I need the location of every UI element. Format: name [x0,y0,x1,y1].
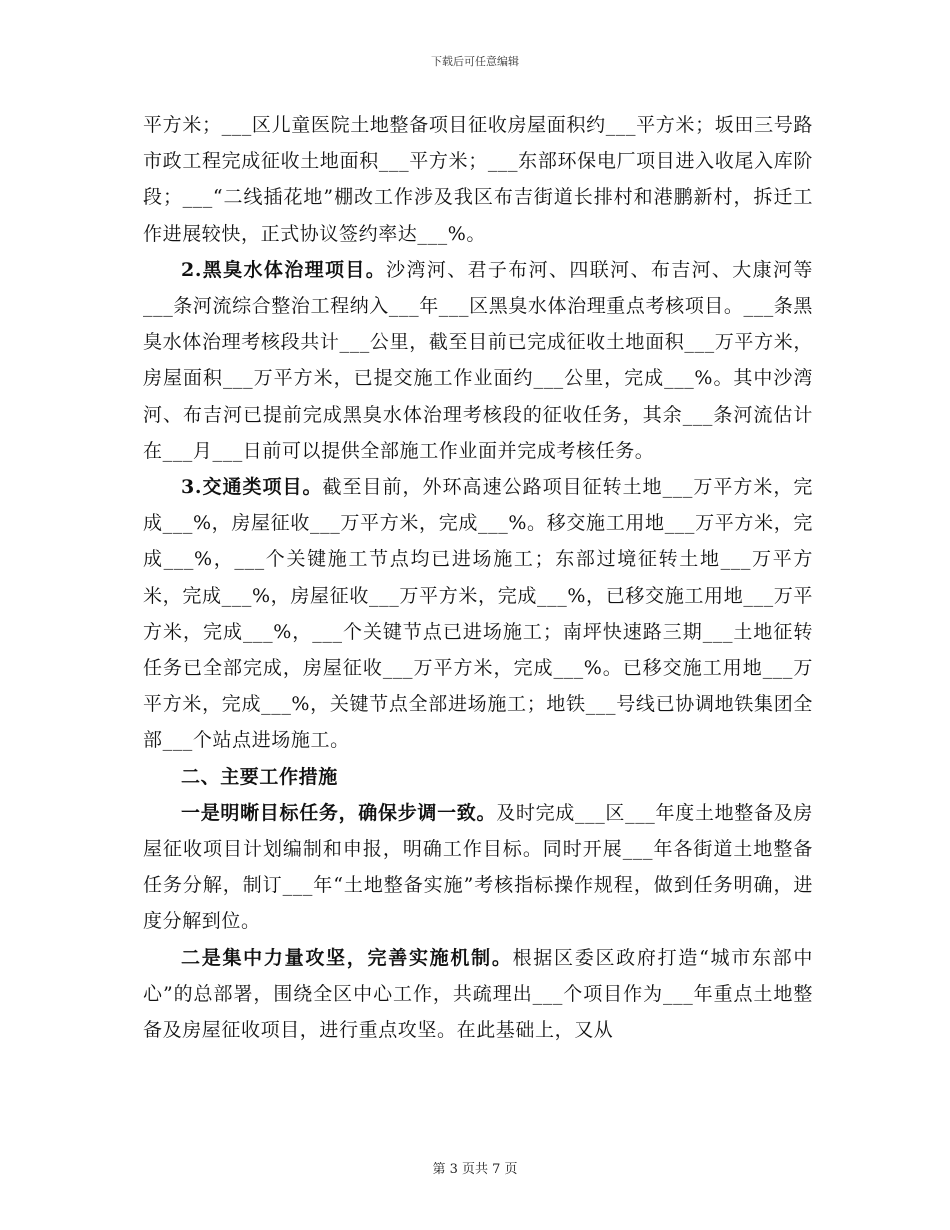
paragraph-measure-2 [143,940,813,1049]
paragraph-measure-1 [143,795,813,940]
paragraph-traffic-project [143,469,813,759]
paragraph-lead: 一是明晰目标任务，确保步调一致。 [181,801,497,824]
paragraph-text: 平方米；___区儿童医院土地整备项目征收房屋面积约___平方米；坂田三号路市政工程完成征收土地面积___平方米；___东部环保电厂项目进入收尾入库阶段；___“二线插花地”棚改工作涉及我区布吉街道长排村和港鹏新村，拆迁工作进展较快，正式协议签约率达___%。 [143,114,813,245]
document-body [143,107,813,1048]
paragraph-text: 截至目前，外环高速公路项目征转土地___万平方米，完成___%，房屋征收___万平方米，完成___%。移交施工用地___万平方米，完成___%，___个关键施工节点均已进场施工；东部过境征转土地___万平方米，完成___%，房屋征收___万平方米，完成___%，已移交施工用地___万平方米，完成___%，___个关键节点已进场施工；南坪快速路三期___土地征转任务已全部完成，房屋征收___万平方米，完成___%。已移交施工用地___万平方米，完成___%，关键节点全部进场施工；地铁___号线已协调地铁集团全部___个站点进场施工。 [143,476,813,752]
paragraph-text: 沙湾河、君子布河、四联河、布吉河、大康河等___条河流综合整治工程纳入___年___区黑臭水体治理重点考核项目。___条黑臭水体治理考核段共计___公里，截至目前已完成征收土地面积___万平方米，房屋面积___万平方米，已提交施工作业面约___公里，完成___%。其中沙湾河、布吉河已提前完成黑臭水体治理考核段的征收任务，其余___条河流估计在___月___日前可以提供全部施工作业面并完成考核任务。 [143,258,814,462]
paragraph-water-project [143,252,813,469]
section-title: 二、主要工作措施 [181,765,338,788]
page-footer: 第 3 页共 7 页 [432,1162,518,1177]
paragraph-text: 及时完成___区___年度土地整备及房屋征收项目计划编制和申报，明确工作目标。同时开展___年各街道土地整备任务分解，制订___年“土地整备实施”考核指标操作规程，做到任务明确，进度分解到位。 [143,801,813,933]
page-header: 下载后可任意编辑 [431,55,519,68]
paragraph-continuation [143,107,813,252]
paragraph-text: 根据区委区政府打造“城市东部中心”的总部署，围绕全区中心工作，共疏理出___个项目作为___年重点土地整备及房屋征收项目，进行重点攻坚。在此基础上，又从 [143,946,813,1042]
paragraph-lead: 3.交通类项目。 [181,476,323,499]
paragraph-lead: 二是集中力量攻坚，完善实施机制。 [181,946,513,969]
paragraph-lead: 2.黑臭水体治理项目。 [181,258,387,281]
